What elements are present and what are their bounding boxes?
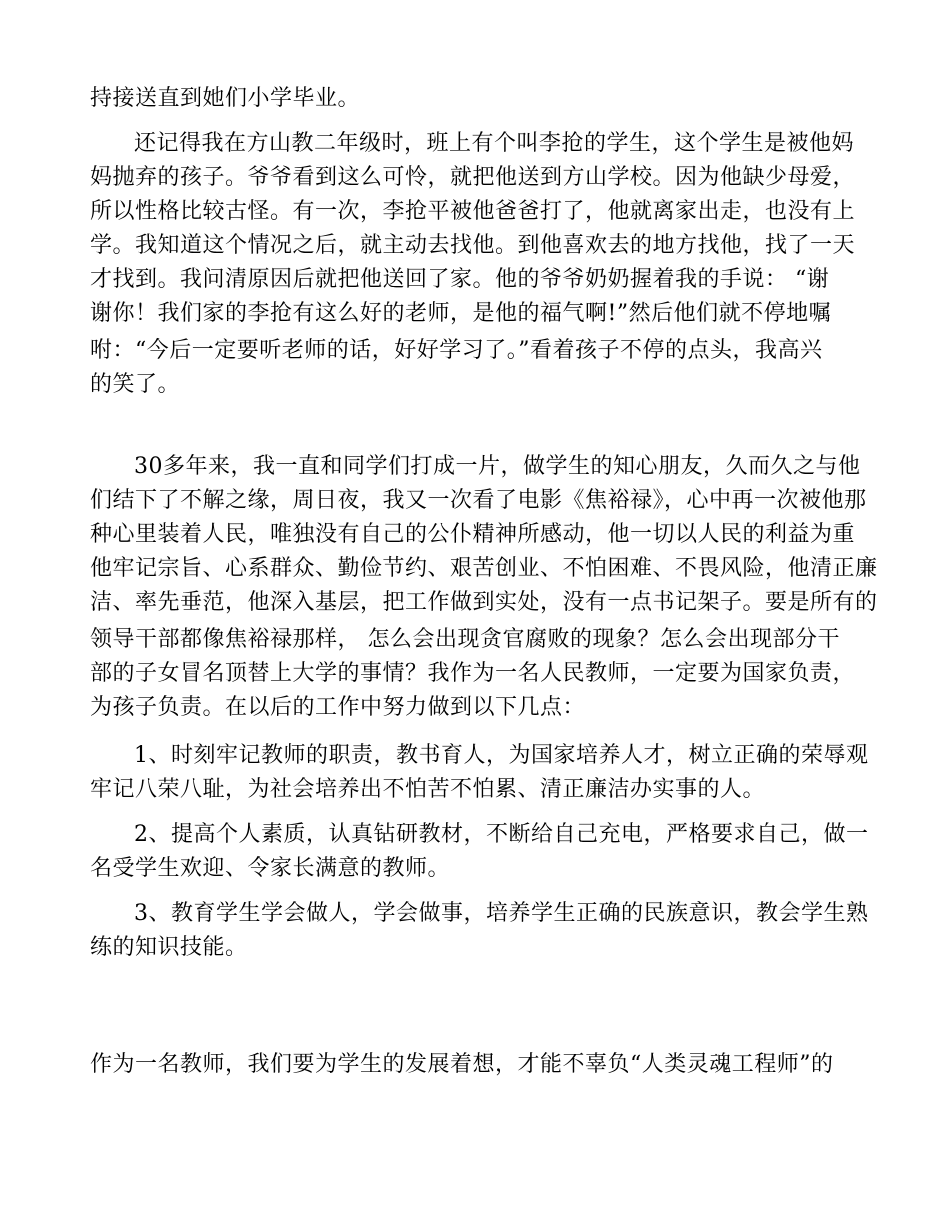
text-line: 咐：“今后一定要听老师的话，好好学习了。”看着孩子不停的点头，我高兴	[90, 338, 823, 363]
text-line: 谢你！我们家的李抢有这么好的老师，是他的福气啊!”然后他们就不停地嘱	[90, 301, 832, 326]
text-line: 牢记八荣八耻，为社会培养出不怕苦不怕累、清正廉洁办实事的人。	[90, 777, 766, 802]
text-line: 1、时刻牢记教师的职责，教书育人，为国家培养人才，树立正确的荣辱观	[134, 743, 869, 768]
text-line: 所以性格比较古怪。有一次，李抢平被他爸爸打了，他就离家出走，也没有上	[90, 199, 856, 224]
text-line: 还记得我在方山教二年级时，班上有个叫李抢的学生，这个学生是被他妈	[134, 131, 855, 156]
text-line: 种心里装着人民，唯独没有自己的公仆精神所感动，他一切以人民的利益为重	[90, 522, 856, 547]
text-line: 们结下了不解之缘，周日夜，我又一次看了电影《焦裕禄》，心中再一次被他那	[90, 488, 867, 513]
text-line: 才找到。我问清原因后就把他送回了家。他的爷爷奶奶握着我的手说： “谢	[90, 267, 830, 292]
text-line: 3、教育学生学会做人，学会做事，培养学生正确的民族意识，教会学生熟	[134, 901, 869, 926]
text-line: 洁、率先垂范，他深入基层，把工作做到实处，没有一点书记架子。要是所有的	[90, 590, 878, 615]
text-line: 为孩子负责。在以后的工作中努力做到以下几点：	[90, 695, 586, 720]
text-line: 30多年来，我一直和同学们打成一片，做学生的知心朋友，久而久之与他	[134, 454, 861, 479]
text-line: 领导干部都像焦裕禄那样， 怎么会出现贪官腐败的现象？怎么会出现部分干	[90, 627, 840, 652]
text-line: 持接送直到她们小学毕业。	[90, 86, 361, 111]
text-line: 学。我知道这个情况之后，就主动去找他。到他喜欢去的地方找他，找了一天	[90, 233, 856, 258]
text-line: 的笑了。	[90, 372, 181, 397]
text-line: 练的知识技能。	[90, 935, 248, 960]
text-line: 2、提高个人素质，认真钻研教材，不断给自己充电，严格要求自己，做一	[134, 822, 869, 847]
text-line: 他牢记宗旨、心系群众、勤俭节约、艰苦创业、不怕困难、不畏风险，他清正廉	[90, 556, 878, 581]
text-line: 名受学生欢迎、令家长满意的教师。	[90, 856, 451, 881]
text-line: 作为一名教师，我们要为学生的发展着想，才能不辜负“人类灵魂工程师”的	[90, 1052, 834, 1077]
text-line: 妈抛弃的孩子。爷爷看到这么可怜，就把他送到方山学校。因为他缺少母爱，	[90, 165, 856, 190]
text-line: 部的子女冒名顶替上大学的事情？我作为一名人民教师，一定要为国家负责，	[90, 661, 856, 686]
